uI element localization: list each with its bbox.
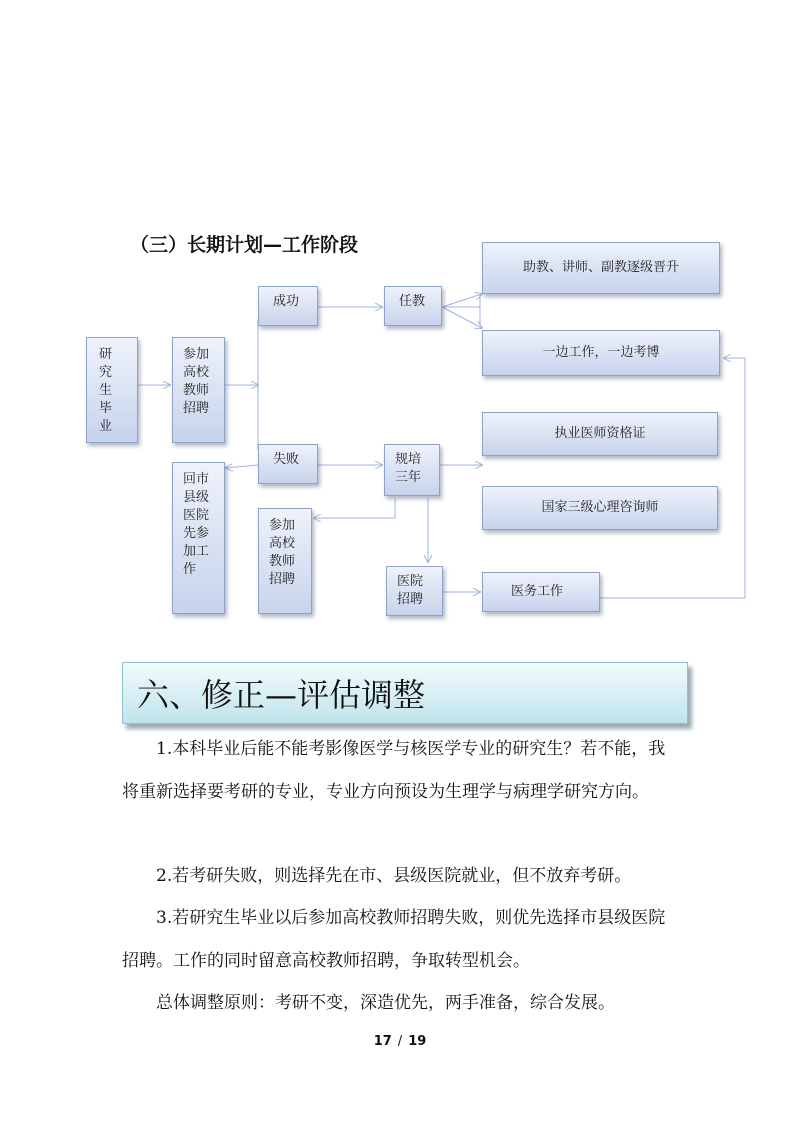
arrow-failure-county <box>226 465 258 468</box>
hospital-recruit-box <box>386 566 443 616</box>
paragraph-2: 2.若考研失败，则选择先在市、县级医院就业，但不放弃考研。 <box>156 866 632 886</box>
counselor-cert-label: 国家三级心理咨询师 <box>541 500 659 515</box>
physician-cert-label: 执业医师资格证 <box>554 426 646 441</box>
page-separator: / <box>397 1034 403 1049</box>
paragraph-1: 1.本科毕业后能不能考影像医学与核医学专业的研究生？若不能，我将重新选择要考研的专业，专业方向预设为生理学与病理学研究方向。 <box>122 739 666 802</box>
apply-teacher-box <box>172 337 225 443</box>
arrow-work-phd-loop <box>600 358 745 598</box>
arrow-teach-promotion <box>442 294 482 307</box>
promotion-label: 助教、讲师、副教逐级晋升 <box>522 260 679 275</box>
training-label: 规培三年 <box>395 452 422 485</box>
arrow-teach-phd <box>442 307 482 328</box>
failure-box <box>258 444 318 484</box>
physician-cert-box <box>482 412 718 456</box>
page-number <box>0 1034 800 1049</box>
work-phd-box <box>482 330 720 376</box>
return-county-label: 回市县级医院先参加工作 <box>183 472 210 577</box>
paragraph-3: 3.若研究生毕业以后参加高校教师招聘失败，则优先选择市县级医院招聘。工作的同时留意高校教师招聘，争取转型机会。 <box>122 908 666 971</box>
graduate-box <box>86 337 138 443</box>
counselor-cert-box <box>482 486 718 530</box>
arrow-training-apply-again <box>314 498 395 518</box>
banner-title: 六、修正—评估调整 <box>137 676 426 714</box>
page-total: 19 <box>408 1034 427 1049</box>
section-banner <box>122 662 688 724</box>
hospital-recruit-label: 医院招聘 <box>397 574 424 607</box>
success-box <box>258 286 318 326</box>
apply-teacher-again-box <box>258 508 312 614</box>
return-county-box <box>172 462 225 614</box>
failure-label: 失败 <box>273 452 300 467</box>
work-phd-label: 一边工作，一边考博 <box>542 345 660 360</box>
success-label: 成功 <box>273 294 300 309</box>
medical-work-label: 医务工作 <box>511 584 564 599</box>
training-box <box>384 444 440 496</box>
paragraph-4: 总体调整原则：考研不变，深造优先，两手准备，综合发展。 <box>156 993 615 1013</box>
graduate-label: 研究生毕业 <box>99 347 113 434</box>
teach-label: 任教 <box>399 294 426 309</box>
promotion-box <box>482 242 720 294</box>
section-subtitle: （三）长期计划—工作阶段 <box>130 234 359 256</box>
teach-box <box>384 286 442 326</box>
medical-work-box <box>482 572 600 612</box>
apply-teacher-again-label: 参加高校教师招聘 <box>269 518 296 587</box>
apply-teacher-label: 参加高校教师招聘 <box>183 347 210 416</box>
page-current: 17 <box>373 1034 392 1049</box>
